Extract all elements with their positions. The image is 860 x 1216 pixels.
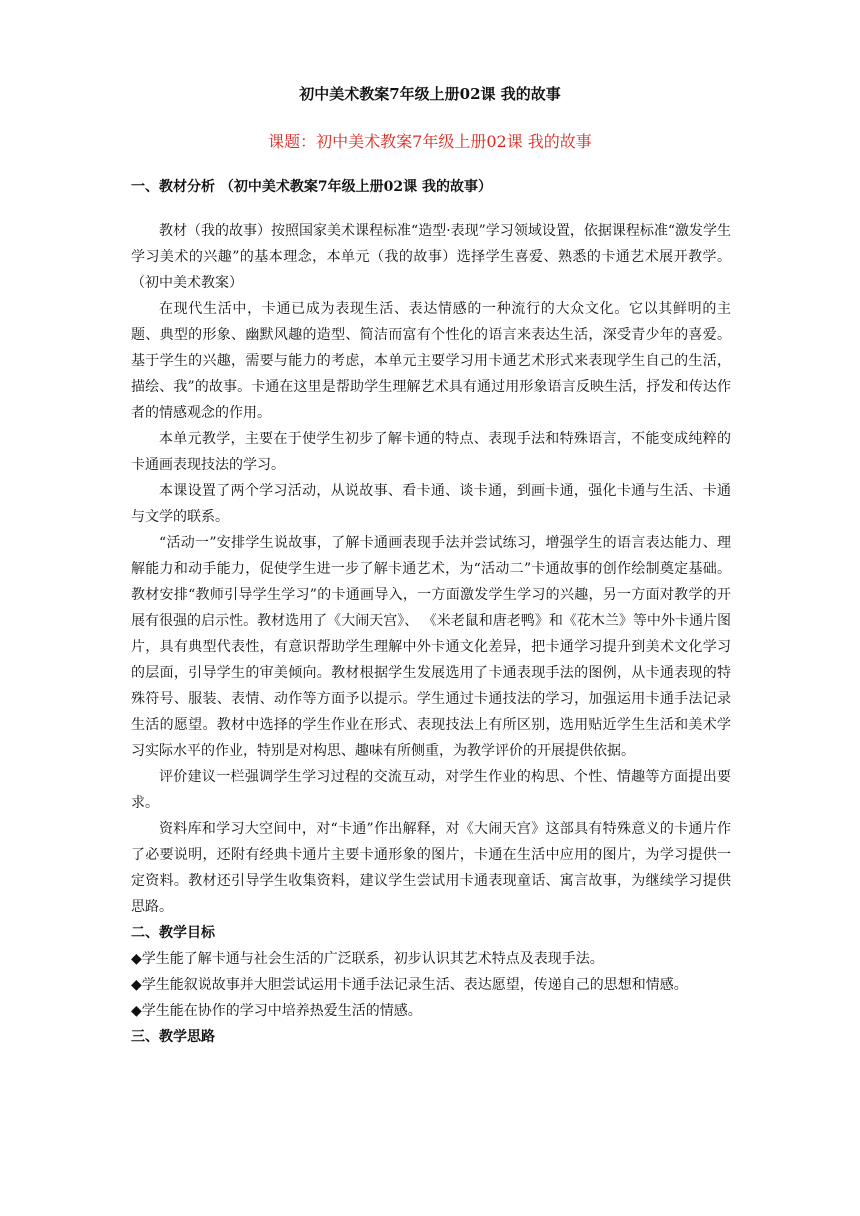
paragraph: 评价建议一栏强调学生学习过程的交流互动，对学生作业的构思、个性、情趣等方面提出要求。 bbox=[131, 769, 731, 811]
document-title: 初中美术教案7年级上册02课 我的故事 bbox=[299, 85, 561, 103]
paragraph: 本单元教学，主要在于使学生初步了解卡通的特点、表现手法和特殊语言，不能变成纯粹的卡通画表现技法的学习。 bbox=[131, 431, 731, 473]
paragraph: 在现代生活中，卡通已成为表现生活、表达情感的一种流行的大众文化。它以其鲜明的主题、典型的形象、幽默风趣的造型、简洁而富有个性化的语言来表达生活，深受青少年的喜爱。基于学生的兴趣，需要与能力的考虑，本单元主要学习用卡通艺术形式来表现学生自己的生活，描绘、我”的故事。卡通在这里是帮助学生理解艺术具有通过用形象语言反映生活，抒发和传达作者的情感观念的作用。 bbox=[131, 301, 731, 421]
section-heading-approach: 三、教学思路 bbox=[131, 1029, 215, 1045]
section-heading-analysis: 一、教材分析 （初中美术教案7年级上册02课 我的故事） bbox=[131, 179, 492, 195]
paragraph: “活动一”安排学生说故事，了解卡通画表现手法并尝试练习，增强学生的语言表达能力、理解能力和动手能力，促使学生进一步了解卡通艺术，为“活动二”卡通故事的创作绘制奠定基础。教材安排“教师引导学生学习”的卡通画导入，一方面激发学生学习的兴趣，另一方面对教学的开展有很强的启示性。教材选用了《大闹天宫》、 《米老鼠和唐老鸭》和《花木兰》等中外卡通片图片，具有典型代表性，有意识帮助学生理解中外卡通文化差异，把卡通学习提升到美术文化学习的层面，引导学生的审美倾向。教材根据学生发展选用了卡通表现手法的图例，从卡通表现的特殊符号、服装、表情、动作等方面予以提示。学生通过卡通技法的学习，加强运用卡通手法记录生活的愿望。教材中选择的学生作业在形式、表现技法上有所区别，选用贴近学生生活和美术学习实际水平的作业，特别是对构思、趣味有所侧重，为教学评价的开展提供依据。 bbox=[131, 535, 731, 759]
lesson-subtitle: 课题：初中美术教案7年级上册02课 我的故事 bbox=[268, 132, 592, 151]
paragraph: 资料库和学习大空间中，对“卡通”作出解释，对《大闹天宫》这部具有特殊意义的卡通片作了必要说明，还附有经典卡通片主要卡通形象的图片，卡通在生活中应用的图片，为学习提供一定资料。教材还引导学生收集资料，建议学生尝试用卡通表现童话、寓言故事，为继续学习提供思路。 bbox=[131, 821, 731, 915]
section-heading-goals: 二、教学目标 bbox=[131, 925, 215, 941]
goal-bullet: ◆学生能了解卡通与社会生活的广泛联系，初步认识其艺术特点及表现手法。 bbox=[131, 951, 604, 967]
paragraph: 教材（我的故事）按照国家美术课程标准“造型·表现”学习领域设置，依据课程标准“激发学生学习美术的兴趣”的基本理念，本单元（我的故事）选择学生喜爱、熟悉的卡通艺术展开教学。（初中美术教案） bbox=[131, 223, 731, 291]
goal-bullet: ◆学生能在协作的学习中培养热爱生活的情感。 bbox=[131, 1003, 422, 1019]
document-body bbox=[131, 174, 731, 1050]
goal-bullet: ◆学生能叙说故事并大胆尝试运用卡通手法记录生活、表达愿望，传递自己的思想和情感。 bbox=[131, 977, 688, 993]
paragraph: 本课设置了两个学习活动，从说故事、看卡通、谈卡通，到画卡通，强化卡通与生活、卡通与文学的联系。 bbox=[131, 483, 731, 525]
